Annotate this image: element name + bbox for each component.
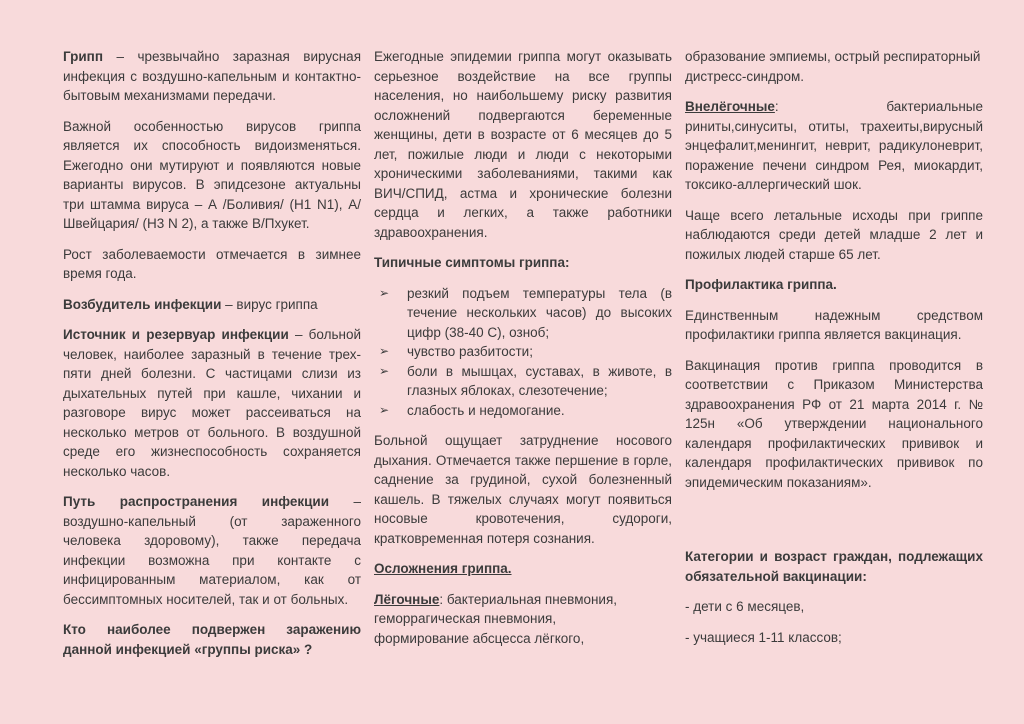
para-vaccination-order: Вакцинация против гриппа проводится в соответствии с Приказом Министерства здравоохранения РФ от 21 марта 2014 г. № 125н «Об утверждении национального календаря профилактических прививок и календаря профилактических прививок по эпидемическим показаниям». [685, 357, 983, 490]
arrow-bullet-icon: ➢ [379, 344, 390, 358]
symptom-item [374, 401, 672, 421]
para-empyema-continuation: образование эмпиемы, острый респираторный дистресс-синдром. [685, 49, 981, 84]
para-lethal-outcomes: Чаще всего летальные исходы при гриппе наблюдаются среди детей младше 2 лет и пожилых людей старше 65 лет. [685, 207, 983, 262]
symptom-item [374, 342, 672, 362]
para-transmission-route [63, 492, 361, 609]
para-extrapulmonary-complications [685, 97, 983, 195]
para-pathogen [63, 295, 361, 315]
term-pathogen: Возбудитель инфекции [63, 296, 222, 312]
term-pulmonary: Лёгочные [374, 591, 440, 607]
para-transmission-route-text: – воздушно-капельный (от зараженного человека здоровому), также передача инфекции возможна при контакте с инфицированным материалом, как от бессимптомных носителей, так и от больных. [63, 494, 361, 607]
heading-typical-symptoms: Типичные симптомы гриппа: [374, 255, 570, 270]
para-pathogen-text: – вирус гриппа [221, 296, 318, 312]
pulmonary-line-3: формирование абсцесса лёгкого, [374, 630, 585, 646]
arrow-bullet-icon: ➢ [379, 363, 390, 378]
para-patient-feelings: Больной ощущает затруднение носового дыхания. Отмечается также першение в горле, саднение за грудиной, сухой болезненный кашель. В тяжелых случаях могут появиться носовые кровотечения, судороги, кратковременная потеря сознания. [374, 433, 672, 546]
heading-vaccination-categories: Категории и возраст граждан, подлежащих обязательной вакцинации: [685, 549, 983, 584]
term-transmission-route: Путь распространения инфекции [63, 494, 330, 509]
column-left [63, 47, 361, 724]
arrow-bullet-icon: ➢ [379, 402, 390, 417]
arrow-bullet-icon: ➢ [379, 285, 390, 300]
symptom-item [374, 362, 672, 401]
heading-prevention: Профилактика гриппа. [685, 277, 837, 292]
para-source-reservoir [63, 325, 361, 481]
pulmonary-line-1: : бактериальная пневмония, [439, 591, 618, 607]
symptoms-list [374, 284, 672, 421]
symptom-text: боли в мышцах, суставах, в животе, в глазных яблоках, слезотечение; [407, 363, 672, 398]
symptom-text: чувство разбитости; [407, 344, 533, 359]
symptom-text: слабость и недомогание. [407, 402, 565, 418]
heading-complications: Осложнения гриппа. [374, 561, 512, 576]
para-extrapulmonary-text: : бактериальные риниты,синуситы, отиты, трахеиты,вирусный энцефалит,менингит, неврит, радикулоневрит, поражение печени синдром Рея, миокардит, токсико-аллергический шок. [685, 99, 983, 192]
category-item-children: - дети с 6 месяцев, [685, 599, 805, 614]
para-source-reservoir-text: – больной человек, наиболее заразный в течение трех-пяти дней болезни. С частицами слизи из дыхательных путей при кашле, чихании и разговоре вирус может рассеиваться на несколько метров от больного. В воздушной среде его жизнеспособность сохраняется несколько часов. [63, 327, 361, 479]
para-flu-definition [63, 47, 361, 106]
para-flu-definition-text: – чрезвычайно заразная вирусная инфекция с воздушно-капельным и контактно-бытовым механизмами передачи. [63, 49, 361, 103]
term-source-reservoir: Источник и резервуар инфекции [63, 327, 289, 342]
pulmonary-line-2: геморрагическая пневмония, [374, 611, 557, 626]
heading-risk-groups-question: Кто наиболее подвержен заражению данной инфекцией «группы риска» ? [63, 622, 361, 657]
para-pulmonary-complications [374, 590, 672, 649]
term-extrapulmonary: Внелёгочные [685, 99, 775, 114]
para-epidemics-impact: Ежегодные эпидемии гриппа могут оказывать серьезное воздействие на все группы населения, но наибольшему риску развития осложнений подвергаются беременные женщины, дети в возрасте от 6 месяцев до 5 лет, пожилые люди и люди с некоторыми хроническими заболеваниями, такими как ВИЧ/СПИД, астма и хронические болезни сердца и легких, а также работники здравоохранения. [374, 49, 672, 240]
category-item-students: - учащиеся 1-11 классов; [685, 629, 842, 645]
column-right [685, 47, 983, 724]
symptom-text: резкий подъем температуры тела (в течение нескольких часов) до высоких цифр (38-40 С), озноб; [407, 285, 672, 340]
column-middle [374, 47, 672, 724]
para-vaccination-only-means: Единственным надежным средством профилактики гриппа является вакцинация. [685, 307, 983, 342]
symptom-item [374, 284, 672, 343]
term-flu: Грипп [63, 49, 103, 64]
para-virus-mutation: Важной особенностью вирусов гриппа является их способность видоизменяться. Ежегодно они мутируют и появляются новые варианты вирусов. В эпидсезоне актуальны три штамма вируса – А /Боливия/ (H1 N1), А/Швейцария/ (H3 N 2), а также В/Пхукет. [63, 118, 361, 231]
para-winter-rise: Рост заболеваемости отмечается в зимнее время года. [63, 246, 361, 281]
